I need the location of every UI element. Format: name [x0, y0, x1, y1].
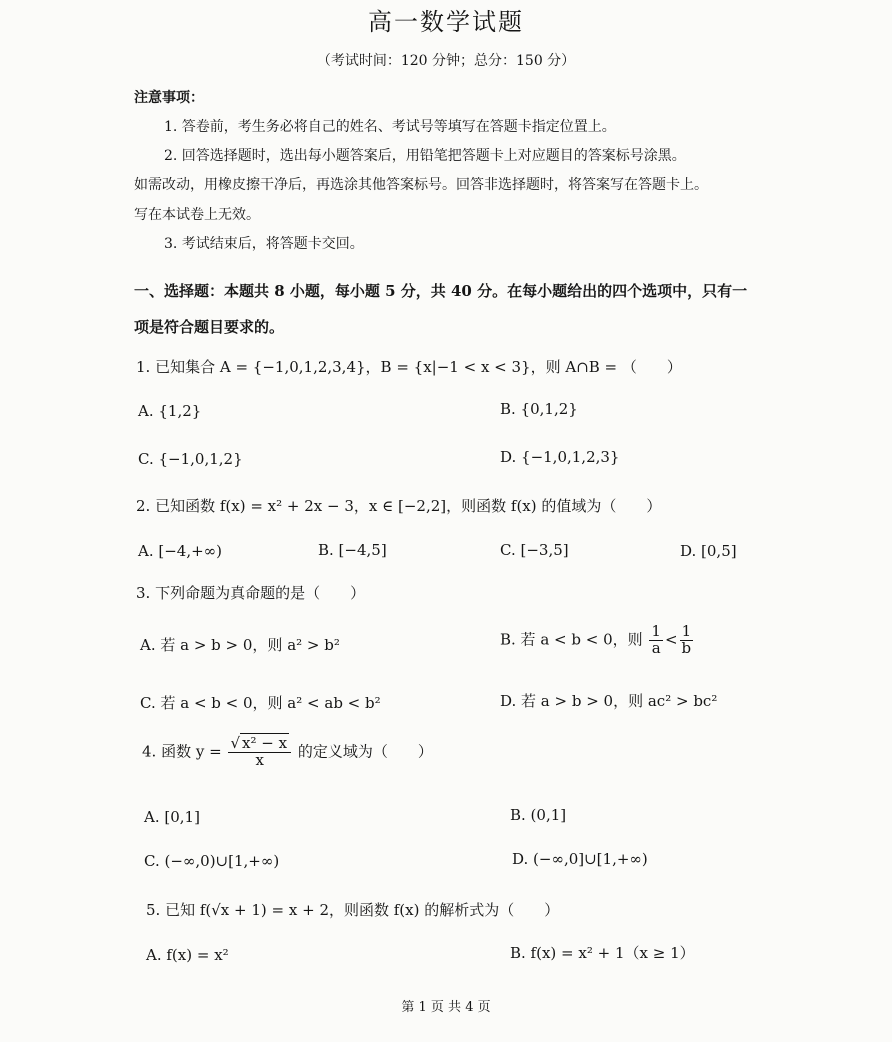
- q1-option-b: B. {0,1,2}: [500, 400, 578, 418]
- section-heading: 一、选择题：本题共 8 小题，每小题 5 分，共 40 分。在每小题给出的四个选项中，只有一: [134, 282, 748, 300]
- q3-option-d: D. 若 a > b > 0，则 ac² > bc²: [500, 692, 718, 710]
- q1-option-a: A. {1,2}: [138, 402, 202, 420]
- note-2: 2. 回答选择题时，选出每小题答案后，用铅笔把答题卡上对应题目的答案标号涂黑。: [164, 148, 686, 164]
- q3-fraction-2: [680, 624, 694, 657]
- q3-fraction-1: [649, 624, 663, 657]
- q4-radicand: x² − x: [242, 734, 288, 752]
- note-3: 3. 考试结束后，将答题卡交回。: [164, 236, 364, 252]
- q3-option-a: A. 若 a > b > 0，则 a² > b²: [140, 636, 340, 654]
- note-2-cont: 如需改动，用橡皮擦干净后，再选涂其他答案标号。回答非选择题时，将答案写在答题卡上。: [134, 177, 708, 193]
- q3-option-b: [500, 624, 695, 657]
- q4-fraction-den: x: [255, 750, 264, 769]
- q3-fraction-1-den: a: [651, 638, 661, 657]
- q1-option-d: D. {−1,0,1,2,3}: [500, 448, 620, 466]
- q4-stem-post: 的定义域为（ ）: [297, 742, 433, 761]
- q2-option-b: B. [−4,5]: [318, 541, 387, 559]
- q5-stem: 5. 已知 f(√x + 1) = x + 2，则函数 f(x) 的解析式为（ ）: [146, 901, 560, 919]
- section-heading-cont: 项是符合题目要求的。: [134, 318, 285, 336]
- q3-fraction-2-num: 1: [680, 624, 694, 641]
- q1-option-c: C. {−1,0,1,2}: [138, 450, 243, 468]
- q2-stem: 2. 已知函数 f(x) = x² + 2x − 3，x ∈ [−2,2]，则函数 f(x) 的值域为（ ）: [136, 497, 662, 515]
- q5-option-b: B. f(x) = x² + 1（x ≥ 1）: [510, 944, 695, 962]
- q3-fraction-2-den: b: [681, 638, 692, 657]
- note-2-cont2: 写在本试卷上无效。: [134, 207, 260, 223]
- q2-option-c: C. [−3,5]: [500, 541, 569, 559]
- q3-less-than: <: [664, 630, 678, 649]
- q4-stem: [142, 736, 433, 769]
- q2-option-d: D. [0,5]: [680, 542, 737, 560]
- q4-option-b: B. (0,1]: [510, 806, 567, 824]
- sqrt-icon: √: [230, 734, 241, 752]
- q3-stem: 3. 下列命题为真命题的是（ ）: [136, 584, 366, 602]
- exam-meta: （考试时间：120 分钟；总分：150 分）: [316, 53, 576, 69]
- q5-option-a: A. f(x) = x²: [146, 946, 229, 964]
- q2-option-a: A. [−4,+∞): [138, 542, 223, 560]
- q4-option-a: A. [0,1]: [144, 808, 200, 826]
- page-footer: 第 1 页 共 4 页: [401, 1000, 491, 1015]
- q3-fraction-1-num: 1: [651, 622, 661, 640]
- q3-option-b-text: B. 若 a < b < 0，则: [500, 630, 643, 649]
- q1-stem: 1. 已知集合 A = {−1,0,1,2,3,4}，B = {x|−1 < x < 3}，则 A∩B = （ ）: [136, 358, 682, 376]
- q3-option-c: C. 若 a < b < 0，则 a² < ab < b²: [140, 694, 381, 712]
- page-title: 高一数学试题: [368, 8, 524, 36]
- q4-option-d: D. (−∞,0]∪[1,+∞): [512, 850, 648, 868]
- note-1: 1. 答卷前，考生务必将自己的姓名、考试号等填写在答题卡指定位置上。: [164, 119, 616, 135]
- q4-stem-pre: 4. 函数 y =: [142, 742, 222, 761]
- q4-option-c: C. (−∞,0)∪[1,+∞): [144, 852, 280, 870]
- q4-fraction: [228, 736, 291, 769]
- notes-heading: 注意事项：: [134, 90, 204, 106]
